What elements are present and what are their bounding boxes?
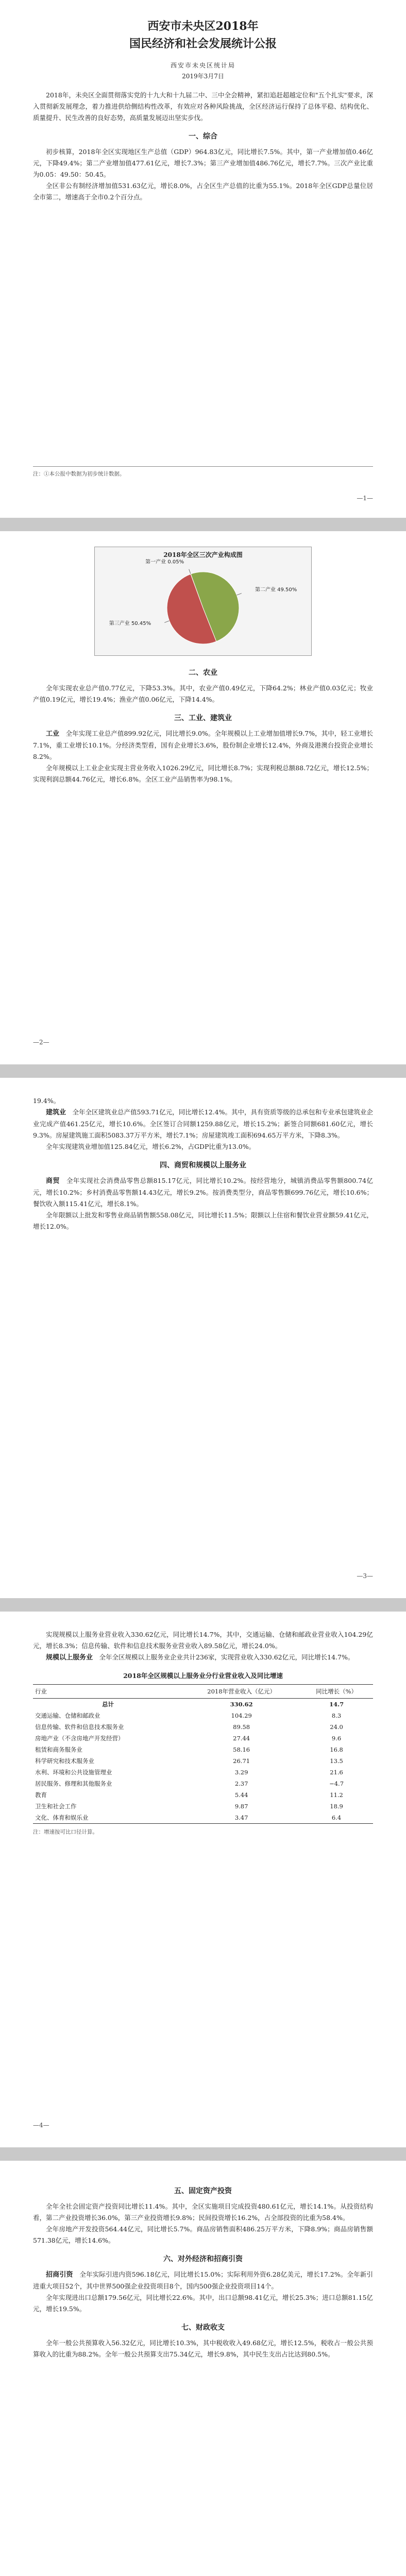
- construction-paragraph: [33, 1107, 373, 1141]
- finance-paragraph: 全年一般公共预算收入56.32亿元，同比增长10.3%，其中税收收入49.68亿元，增长12.5%，税收占一般公共预算收入的比重为88.2%。全年一般公共预算支出75.34亿元，增长9.8%，其中民生支出占比达到80.5%。: [33, 2339, 373, 2358]
- row-industry: 交通运输、仓储和邮政业: [35, 1712, 100, 1719]
- row-industry: 水利、环境和公共设施管理业: [35, 1769, 112, 1776]
- row-industry: 教育: [35, 1791, 47, 1799]
- row-growth: 24.0: [330, 1723, 343, 1731]
- page-gap: [0, 1598, 406, 1612]
- total-label: 总计: [102, 1701, 114, 1708]
- pie-label-1: 第一产业 0.05%: [145, 559, 184, 565]
- services-table: [33, 1684, 373, 1824]
- row-industry: 卫生和社会工作: [35, 1803, 77, 1810]
- table-row: [33, 1789, 373, 1801]
- real-estate-paragraph: 全年房地产开发投资564.44亿元，同比增长5.7%。商品房销售面积486.25万平方米，下降8.9%；商品房销售额571.38亿元，增长14.6%。: [33, 2225, 373, 2244]
- row-revenue: 3.29: [234, 1769, 248, 1776]
- private-economy-paragraph: 全区非公有制经济增加值531.63亿元，增长8.0%，占全区生产总值的比重为55.1%。2018年全区GDP总量位居全市第二，增速高于全市0.2个百分点。: [33, 182, 373, 201]
- row-growth: 9.6: [331, 1735, 342, 1742]
- trade-paragraph: 全年实现进出口总额179.56亿元，同比增长22.6%。其中，出口总额98.41亿元，增长25.3%；进口总额81.15亿元，增长19.5%。: [33, 2294, 373, 2313]
- table-row: [33, 1767, 373, 1778]
- row-growth: 8.3: [331, 1712, 342, 1719]
- issuer: 西安市未央区统计局: [170, 62, 235, 69]
- footnote-rule: [33, 466, 373, 467]
- page-3: [0, 1078, 406, 1598]
- table-note: 注：增速按可比口径计算。: [33, 1829, 98, 1835]
- row-industry: 信息传输、软件和信息技术服务业: [35, 1723, 124, 1731]
- commerce-label: 商贸: [46, 1177, 60, 1185]
- row-industry: 租赁和商务服务业: [35, 1746, 82, 1753]
- section-heading-general: 一、综合: [189, 132, 217, 141]
- page-4: [0, 1612, 406, 2147]
- page-gap: [0, 1064, 406, 1078]
- row-industry: 文化、体育和娱乐业: [33, 1812, 183, 1824]
- page-gap: [0, 518, 406, 531]
- services-text: 全年全区规模以上服务业企业共计236家，实现营业收入330.62亿元，同比增长14.7%。: [99, 1653, 354, 1661]
- publish-date: 2019年3月7日: [182, 73, 224, 80]
- table-row: [33, 1733, 373, 1744]
- total-growth: 14.7: [329, 1701, 344, 1708]
- row-growth: −4.7: [329, 1780, 344, 1787]
- row-growth: 11.2: [330, 1791, 343, 1799]
- row-revenue: 3.47: [183, 1812, 300, 1824]
- table-title: 2018年全区规模以上服务业分行业营业收入及同比增速: [123, 1672, 283, 1680]
- pie-leader-line: [236, 594, 241, 596]
- pie-label-2: 第二产业 49.50%: [255, 587, 297, 593]
- page-number: —3—: [357, 1572, 373, 1580]
- row-growth: 6.4: [300, 1812, 373, 1824]
- construction-text: 全年全区建筑业总产值593.71亿元，同比增长12.4%。其中，具有资质等级的总承包和专业承包建筑业企业完成产值461.25亿元，增长10.6%。全区签订合同额1259.88亿元，增长15.2%；新签合同额681.60亿元，增长9.3%。房屋建筑施工面积5083.37万平方米，增长7.1%；房屋建筑竣工面积694.65万平方米，下降8.3%。: [33, 1108, 373, 1139]
- section-heading-industry: 三、工业、建筑业: [174, 714, 232, 722]
- section-heading-investment: 五、固定资产投资: [174, 2187, 232, 2195]
- total-value: 330.62: [230, 1701, 253, 1708]
- doc-title-line2: 国民经济和社会发展统计公报: [129, 37, 277, 50]
- industry-label: 工业: [46, 730, 60, 738]
- table-body: [33, 1699, 373, 1824]
- table-row: [33, 1812, 373, 1824]
- col-header-industry: 行业: [33, 1685, 183, 1699]
- col-header-growth: 同比增长（%）: [300, 1685, 373, 1699]
- row-revenue: 104.29: [231, 1712, 252, 1719]
- industry-structure-chart: [94, 547, 312, 656]
- industry-revenue-paragraph: 全年规模以上工业企业实现主营业务收入1026.29亿元，同比增长8.7%；实现利税总额88.72亿元，增长12.5%；实现利润总额44.76亿元，增长6.8%。全区工业产品销售率为98.1%。: [33, 764, 373, 783]
- page-number: —1—: [357, 495, 373, 502]
- pie-leader-line: [164, 621, 169, 623]
- row-growth: 13.5: [330, 1757, 343, 1765]
- table-header-row: [33, 1685, 373, 1699]
- table-row: [33, 1744, 373, 1755]
- investment-attraction-text: 全年实际引进内资596.18亿元，同比增长15.0%；实际利用外资6.28亿美元，增长17.2%。全年新引进重大项目52个，其中世界500强企业投资项目8个，国内500强企业投资项目14个。: [33, 2270, 373, 2290]
- investment-attraction-paragraph: [33, 2269, 373, 2292]
- table-row: [33, 1755, 373, 1767]
- row-revenue: 58.16: [233, 1746, 250, 1753]
- row-revenue: 2.37: [234, 1780, 248, 1787]
- investment-paragraph: 全年全社会固定资产投资同比增长11.4%。其中，全区实施项目完成投资480.61亿元，增长14.1%。从投资结构看，第二产业投资增长36.0%，第三产业投资增长9.8%；民间投资增长16.2%，占全部投资的比重为58.4%。: [33, 2202, 373, 2222]
- row-industry: 科学研究和技术服务业: [35, 1757, 94, 1765]
- page-gap: [0, 2147, 406, 2161]
- pie-chart: [95, 559, 311, 652]
- row-revenue: 26.71: [233, 1757, 250, 1765]
- col-header-revenue: 2018年营业收入（亿元）: [183, 1685, 300, 1699]
- page-2: [0, 531, 406, 1064]
- page-5: [0, 2161, 406, 2576]
- row-growth: 18.9: [330, 1803, 343, 1810]
- industry-paragraph: [33, 728, 373, 762]
- row-revenue: 9.87: [234, 1803, 248, 1810]
- intro-paragraph: 2018年，未央区全面贯彻落实党的十九大和十九届二中、三中全会精神，紧扣追赶超越定位和"五个扎实"要求，深入贯彻新发展理念，着力推进供给侧结构性改革，有效应对各种风险挑战，全区经济运行保持了总体平稳、结构优化、质量提升、民生改善的良好态势，高质量发展迈出坚实步伐。: [33, 91, 373, 122]
- section-heading-agriculture: 二、农业: [189, 669, 217, 677]
- pie-leader-line: [189, 569, 191, 574]
- carryover-text: 19.4%。: [33, 1097, 60, 1105]
- construction-label: 建筑业: [46, 1109, 66, 1116]
- chart-title: 2018年全区三次产业构成图: [163, 551, 243, 558]
- section-heading-trade: 六、对外经济和招商引资: [163, 2255, 243, 2263]
- row-growth: 21.6: [330, 1769, 343, 1776]
- pie-label-3: 第三产业 50.45%: [109, 620, 151, 626]
- wholesale-paragraph: 全年限额以上批发和零售业商品销售额558.08亿元，同比增长11.5%；限额以上住宿和餐饮业营业额59.41亿元，增长12.0%。: [33, 1211, 373, 1230]
- investment-attraction-label: 招商引资: [46, 2271, 73, 2279]
- page-1: [0, 0, 406, 518]
- services-revenue-paragraph: 实现规模以上服务业营业收入330.62亿元，同比增长14.7%，其中，交通运输、仓储和邮政业营业收入104.29亿元，增长8.3%；信息传输、软件和信息技术服务业营业收入89.58亿元，增长24.0%。: [33, 1631, 373, 1650]
- industry-text: 全年实现工业总产值899.92亿元，同比增长9.0%。全年规模以上工业增加值增长9.7%，其中，轻工业增长7.1%，重工业增长10.1%。分经济类型看，国有企业增长3.6%，股份制企业增长12.4%，外商及港澳台投资企业增长8.2%。: [33, 730, 373, 760]
- table-row: [33, 1710, 373, 1721]
- row-revenue: 89.58: [233, 1723, 250, 1731]
- row-revenue: 27.44: [233, 1735, 250, 1742]
- footnote: 注：①本公报中数据为初步统计数据。: [33, 471, 125, 477]
- construction-added-value-paragraph: 全年实现建筑业增加值125.84亿元，增长6.2%，占GDP比重为13.0%。: [46, 1143, 256, 1150]
- row-revenue: 5.44: [234, 1791, 248, 1799]
- section-heading-finance: 七、财政收支: [181, 2324, 225, 2332]
- section-heading-commerce: 四、商贸和规模以上服务业: [160, 1161, 246, 1170]
- doc-title-line1: 西安市未央区2018年: [147, 20, 259, 33]
- page-number: —2—: [33, 1039, 49, 1046]
- page-number: —4—: [33, 2122, 49, 2129]
- commerce-text: 全年实现社会消费品零售总额815.17亿元，同比增长10.2%。按经营地分，城镇消费品零售额800.74亿元，增长10.2%；乡村消费品零售额14.43亿元，增长9.2%。按消费类型分，商品零售额699.76亿元，增长10.6%；餐饮收入额115.41亿元，增长8.1%。: [33, 1177, 373, 1208]
- services-label: 规模以上服务业: [46, 1654, 93, 1662]
- doc-title: [33, 18, 373, 53]
- table-row: [33, 1778, 373, 1789]
- services-paragraph: [33, 1652, 373, 1664]
- table-row: [33, 1721, 373, 1733]
- table-row: [33, 1801, 373, 1812]
- gdp-paragraph: 初步核算，2018年全区实现地区生产总值（GDP）964.83亿元，同比增长7.5%。其中，第一产业增加值0.46亿元，下降49.4%；第二产业增加值477.61亿元，增长7.3%；第三产业增加值486.76亿元，增长7.7%。三次产业比重为0.05：49.50：50.45。: [33, 148, 373, 178]
- table-total-row: [33, 1699, 373, 1710]
- row-industry: 房地产业（不含房地产开发经营）: [35, 1735, 124, 1742]
- row-growth: 16.8: [330, 1746, 343, 1753]
- agriculture-paragraph: 全年实现农业总产值0.77亿元，下降53.3%。其中，农业产值0.49亿元，下降64.2%；林业产值0.03亿元；牧业产值0.19亿元，增长19.4%；渔业产值0.06亿元，下降14.4%。: [33, 684, 373, 703]
- commerce-paragraph: [33, 1175, 373, 1210]
- row-industry: 居民服务、修理和其他服务业: [35, 1780, 112, 1787]
